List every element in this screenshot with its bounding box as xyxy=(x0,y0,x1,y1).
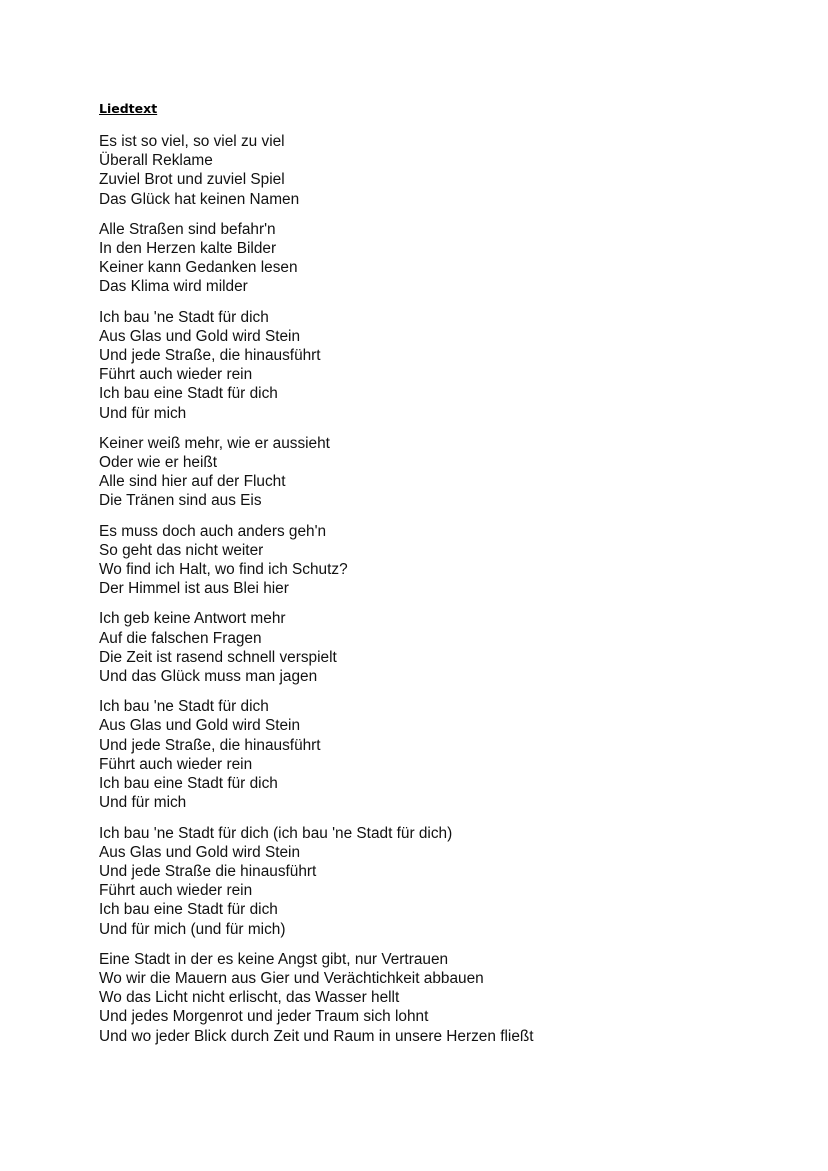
lyric-line: Der Himmel ist aus Blei hier xyxy=(99,580,289,598)
lyrics-body xyxy=(99,132,799,1057)
lyric-line: Ich geb keine Antwort mehr xyxy=(99,610,286,628)
stanza xyxy=(99,609,799,686)
lyric-line: Alle Straßen sind befahr'n xyxy=(99,220,276,238)
lyric-line: Führt auch wieder rein xyxy=(99,882,253,900)
lyric-line: In den Herzen kalte Bilder xyxy=(99,240,277,258)
stanza xyxy=(99,434,799,511)
lyric-line: Die Tränen sind aus Eis xyxy=(99,492,262,510)
lyric-line: Zuviel Brot und zuviel Spiel xyxy=(99,171,285,189)
lyric-line: Aus Glas und Gold wird Stein xyxy=(99,327,301,345)
lyric-line: Wo find ich Halt, wo find ich Schutz? xyxy=(99,561,348,579)
stanza xyxy=(99,132,799,209)
lyric-line: Und jede Straße, die hinausführt xyxy=(99,347,321,365)
lyric-line: Ich bau 'ne Stadt für dich xyxy=(99,308,269,326)
lyric-line: Und für mich xyxy=(99,794,187,812)
lyric-line: Und wo jeder Blick durch Zeit und Raum in unsere Herzen fließt xyxy=(99,1027,534,1045)
chorus-stanza xyxy=(99,824,799,939)
lyric-line: Ich bau eine Stadt für dich xyxy=(99,385,278,403)
chorus-stanza xyxy=(99,697,799,812)
lyric-line: Keiner weiß mehr, wie er aussieht xyxy=(99,434,330,452)
lyric-line: Und jedes Morgenrot und jeder Traum sich lohnt xyxy=(99,1008,429,1026)
lyric-line: Aus Glas und Gold wird Stein xyxy=(99,843,301,861)
lyric-line: Und jede Straße, die hinausführt xyxy=(99,736,321,754)
lyric-line: Oder wie er heißt xyxy=(99,454,218,472)
lyric-line: Auf die falschen Fragen xyxy=(99,629,262,647)
stanza xyxy=(99,522,799,599)
stanza xyxy=(99,220,799,297)
lyric-line: Es muss doch auch anders geh'n xyxy=(99,522,327,540)
lyric-line: Und für mich xyxy=(99,404,187,422)
lyric-line: Alle sind hier auf der Flucht xyxy=(99,473,286,491)
lyric-line: Das Glück hat keinen Namen xyxy=(99,190,300,208)
lyric-line: Führt auch wieder rein xyxy=(99,755,253,773)
lyric-line: Wo wir die Mauern aus Gier und Verächtichkeit abbauen xyxy=(99,969,484,987)
lyric-line: Ich bau eine Stadt für dich xyxy=(99,775,278,793)
lyric-line: Und für mich (und für mich) xyxy=(99,920,286,938)
stanza xyxy=(99,950,799,1046)
document-title: Liedtext xyxy=(99,101,158,116)
lyric-line: Aus Glas und Gold wird Stein xyxy=(99,717,301,735)
lyric-line: Ich bau 'ne Stadt für dich xyxy=(99,698,269,716)
lyric-line: Eine Stadt in der es keine Angst gibt, nur Vertrauen xyxy=(99,950,449,968)
lyric-line: Ich bau eine Stadt für dich xyxy=(99,901,278,919)
lyric-line: Keiner kann Gedanken lesen xyxy=(99,259,298,277)
lyric-line: Und jede Straße die hinausführt xyxy=(99,862,317,880)
lyric-line: So geht das nicht weiter xyxy=(99,541,264,559)
lyric-line: Es ist so viel, so viel zu viel xyxy=(99,133,285,150)
lyric-line: Das Klima wird milder xyxy=(99,278,248,296)
lyric-line: Führt auch wieder rein xyxy=(99,366,253,384)
lyric-line: Wo das Licht nicht erlischt, das Wasser hellt xyxy=(99,989,400,1007)
chorus-stanza xyxy=(99,308,799,423)
lyric-line: Überall Reklame xyxy=(99,152,213,170)
lyric-line: Und das Glück muss man jagen xyxy=(99,668,318,686)
lyric-line: Ich bau 'ne Stadt für dich (ich bau 'ne Stadt für dich) xyxy=(99,824,453,842)
lyric-line: Die Zeit ist rasend schnell verspielt xyxy=(99,648,337,666)
